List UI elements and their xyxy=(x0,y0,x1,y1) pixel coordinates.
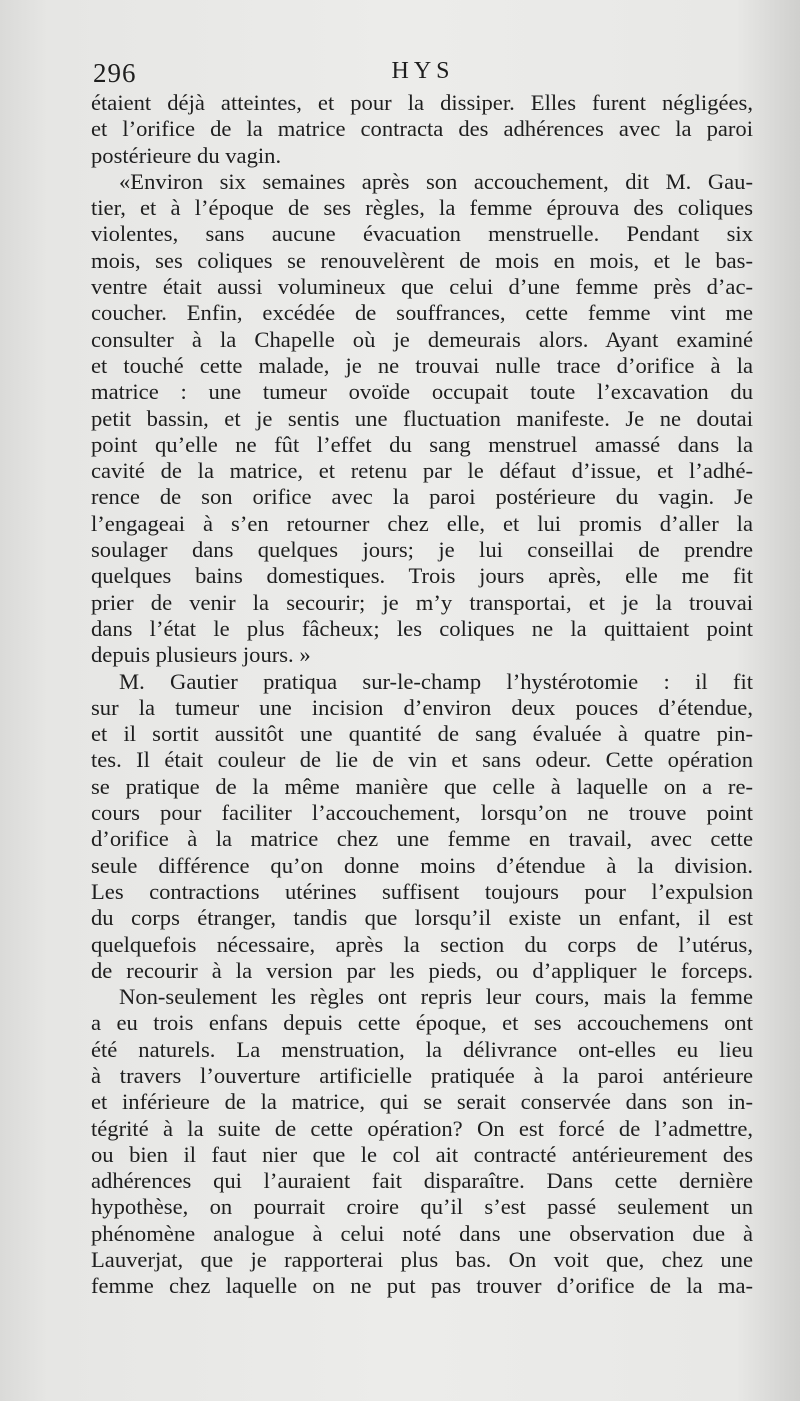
body-text xyxy=(91,90,753,1300)
text-line: dans l’état le plus fâcheux; les coliques ne la quittaient point xyxy=(91,615,753,641)
text-line: consulter à la Chapelle où je demeurais alors. Ayant examiné xyxy=(91,326,753,352)
text-line: et l’orifice de la matrice contracta des adhérences avec la paroi xyxy=(91,116,753,142)
text-line: sur la tumeur une incision d’environ deux pouces d’étendue, xyxy=(91,694,753,720)
text-line: depuis plusieurs jours. » xyxy=(91,642,311,668)
text-line: d’orifice à la matrice chez une femme en travail, avec cette xyxy=(91,826,753,852)
text-line: quelques bains domestiques. Trois jours après, elle me fit xyxy=(91,563,753,589)
text-line: tégrité à la suite de cette opération? On est forcé de l’admettre, xyxy=(91,1115,753,1141)
text-line: rence de son orifice avec la paroi postérieure du vagin. Je xyxy=(91,484,753,510)
text-line: soulager dans quelques jours; je lui conseillai de prendre xyxy=(91,537,753,563)
text-line: et il sortit aussitôt une quantité de sang évaluée à quatre pin- xyxy=(91,721,753,747)
text-line: Non-seulement les règles ont repris leur cours, mais la femme xyxy=(119,984,753,1010)
text-line: étaient déjà atteintes, et pour la dissiper. Elles furent négligées, xyxy=(91,90,753,115)
text-line: seule différence qu’on donne moins d’étendue à la division. xyxy=(91,852,753,878)
running-head: HYS xyxy=(391,58,455,84)
text-line: matrice : une tumeur ovoïde occupait toute l’excavation du xyxy=(91,379,753,405)
text-line: femme chez laquelle on ne put pas trouver d’orifice de la ma- xyxy=(91,1273,753,1299)
text-line: ventre était aussi volumineux que celui d’une femme près d’ac- xyxy=(91,274,753,300)
text-line: tier, et à l’époque de ses règles, la femme éprouva des coliques xyxy=(91,195,753,221)
text-line: Lauverjat, que je rapporterai plus bas. On voit que, chez une xyxy=(91,1247,753,1273)
page-number: 296 xyxy=(93,58,137,88)
text-line: du corps étranger, tandis que lorsqu’il existe un enfant, il est xyxy=(91,905,753,931)
page-header xyxy=(93,58,753,94)
text-line: M. Gautier pratiqua sur-le-champ l’hystérotomie : il fit xyxy=(119,668,753,694)
text-line: phénomène analogue à celui noté dans une observation due à xyxy=(91,1220,753,1246)
text-line: tes. Il était couleur de lie de vin et sans odeur. Cette opération xyxy=(91,747,753,773)
text-line: hypothèse, on pourrait croire qu’il s’est passé seulement un xyxy=(91,1194,753,1220)
text-line: point qu’elle ne fût l’effet du sang menstruel amassé dans la xyxy=(91,431,753,457)
text-line: «Environ six semaines après son accouchement, dit M. Gau- xyxy=(119,168,753,194)
text-line: petit bassin, et je sentis une fluctuation manifeste. Je ne doutai xyxy=(91,405,753,431)
text-line: coucher. Enfin, excédée de souffrances, cette femme vint me xyxy=(91,300,753,326)
text-line: se pratique de la même manière que celle à laquelle on a re- xyxy=(91,773,753,799)
text-line: cours pour faciliter l’accouchement, lorsqu’on ne trouve point xyxy=(91,800,753,826)
text-line: a eu trois enfans depuis cette époque, et ses accouchemens ont xyxy=(91,1010,753,1036)
text-line: mois, ses coliques se renouvelèrent de mois en mois, et le bas- xyxy=(91,247,753,273)
text-line: postérieure du vagin. xyxy=(91,142,282,168)
text-line: été naturels. La menstruation, la délivrance ont-elles eu lieu xyxy=(91,1036,753,1062)
text-line: ou bien il faut nier que le col ait contracté antérieurement des xyxy=(91,1141,753,1167)
text-line: cavité de la matrice, et retenu par le défaut d’issue, et l’adhé- xyxy=(91,458,753,484)
text-line: violentes, sans aucune évacuation menstruelle. Pendant six xyxy=(91,221,753,247)
text-line: quelquefois nécessaire, après la section du corps de l’utérus, xyxy=(91,931,753,957)
text-line: de recourir à la version par les pieds, ou d’appliquer le forceps. xyxy=(91,957,753,983)
text-line: prier de venir la secourir; je m’y transportai, et je la trouvai xyxy=(91,589,753,615)
text-line: Les contractions utérines suffisent toujours pour l’expulsion xyxy=(91,878,753,904)
text-line: et touché cette malade, je ne trouvai nulle trace d’orifice à la xyxy=(91,352,753,378)
text-line: adhérences qui l’auraient fait disparaître. Dans cette dernière xyxy=(91,1168,753,1194)
text-line: à travers l’ouverture artificielle pratiquée à la paroi antérieure xyxy=(91,1062,753,1088)
text-line: et inférieure de la matrice, qui se serait conservée dans son in- xyxy=(91,1089,753,1115)
text-line: l’engageai à s’en retourner chez elle, et lui promis d’aller la xyxy=(91,510,753,536)
